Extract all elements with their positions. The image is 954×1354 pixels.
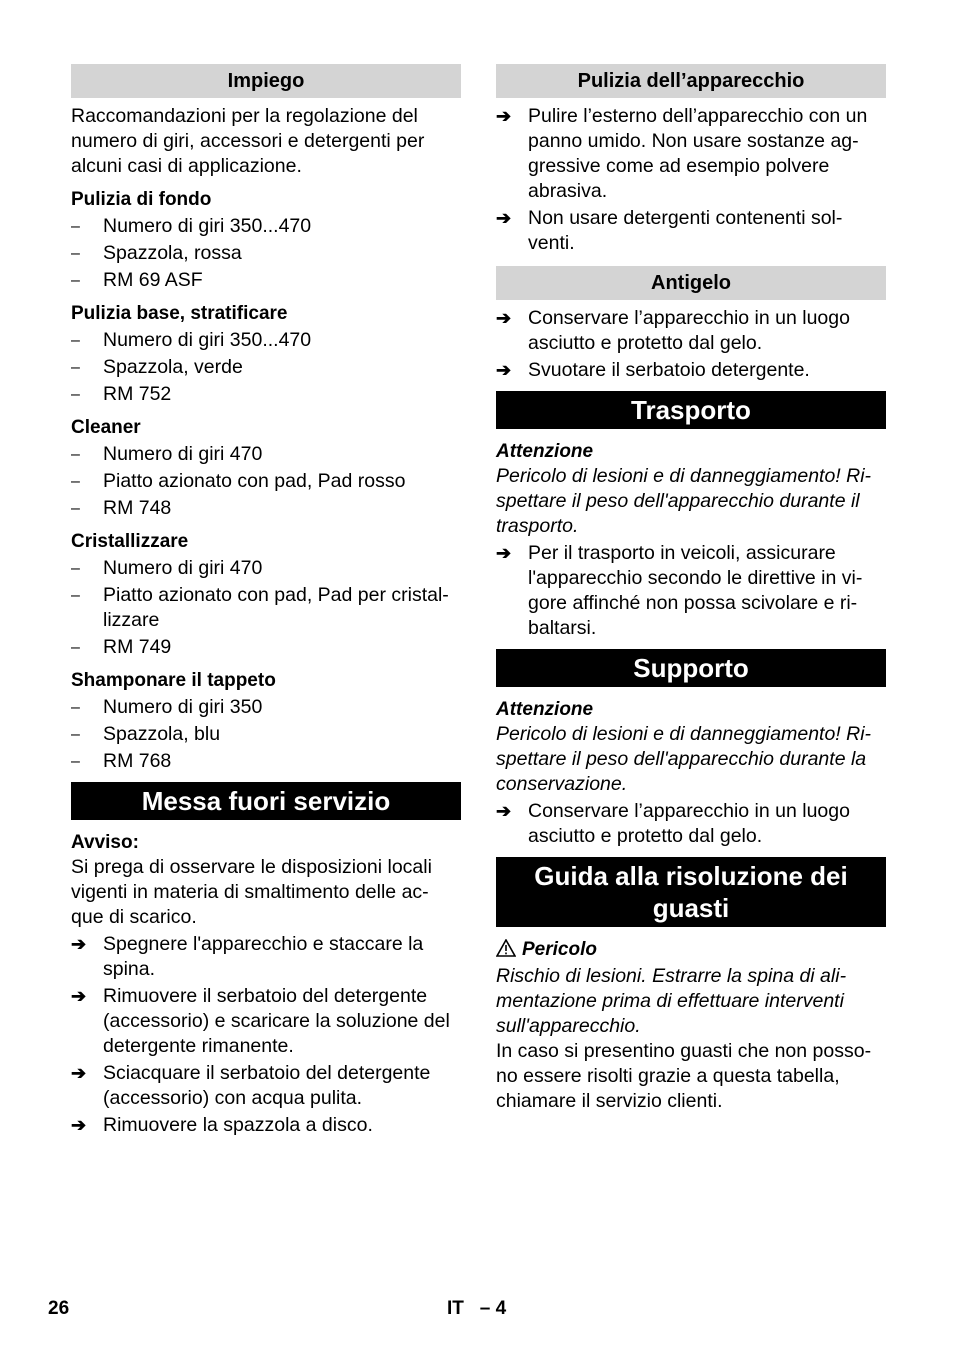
dash-bullet: – bbox=[71, 639, 80, 656]
list-item: – Numero di giri 470 bbox=[71, 557, 263, 579]
caution-text: Pericolo di lesioni e di danneggiamento! Ri-spettare il peso dell'apparecchio durante il trasporto. bbox=[496, 465, 872, 537]
arrow-bullet-icon: ➔ bbox=[496, 308, 512, 328]
dash-bullet: – bbox=[71, 587, 80, 604]
section-heading-supporto: Supporto bbox=[496, 649, 886, 687]
section-heading-pulizia: Pulizia dell’apparecchio bbox=[496, 64, 886, 98]
group-cleaner bbox=[71, 415, 461, 521]
notice-label: Avviso: bbox=[71, 832, 139, 853]
group-title: Pulizia base, stratificare bbox=[71, 303, 288, 324]
dash-bullet: – bbox=[71, 500, 80, 517]
step-item: ➔ Non usare detergenti contenenti sol-venti. bbox=[496, 207, 843, 254]
group-pulizia-fondo bbox=[71, 187, 461, 293]
dash-bullet: – bbox=[71, 386, 80, 403]
list-item: – Piatto azionato con pad, Pad per cristal-lizzare bbox=[71, 584, 449, 631]
arrow-bullet-icon: ➔ bbox=[71, 1115, 87, 1135]
danger-text: Rischio di lesioni. Estrarre la spina di ali-mentazione prima di effettuare interventi sull'apparecchio. bbox=[496, 965, 847, 1037]
list-item: – RM 752 bbox=[71, 383, 172, 405]
group-title: Pulizia di fondo bbox=[71, 189, 212, 210]
dash-bullet: – bbox=[71, 272, 80, 289]
list-item: – RM 748 bbox=[71, 497, 172, 519]
list-item: – Numero di giri 350 bbox=[71, 696, 263, 718]
group-title: Cristallizzare bbox=[71, 531, 189, 552]
arrow-bullet-icon: ➔ bbox=[71, 1063, 87, 1083]
arrow-bullet-icon: ➔ bbox=[71, 986, 87, 1006]
dash-bullet: – bbox=[71, 218, 80, 235]
list-item: – RM 69 ASF bbox=[71, 269, 203, 291]
group-pulizia-base bbox=[71, 301, 461, 407]
dash-bullet: – bbox=[71, 446, 80, 463]
section-heading-trasporto: Trasporto bbox=[496, 391, 886, 429]
list-item: – Numero di giri 470 bbox=[71, 443, 263, 465]
group-cristallizzare bbox=[71, 529, 461, 660]
step-item: ➔ Conservare l’apparecchio in un luogo asciutto e protetto dal gelo. bbox=[496, 800, 850, 847]
list-item: – Numero di giri 350...470 bbox=[71, 329, 312, 351]
arrow-bullet-icon: ➔ bbox=[496, 360, 512, 380]
caution-text: Pericolo di lesioni e di danneggiamento! Ri-spettare il peso dell'apparecchio durante la conservazione. bbox=[496, 723, 872, 795]
footer-section: IT – 4 bbox=[447, 1298, 507, 1319]
dash-bullet: – bbox=[71, 473, 80, 490]
section-heading-impiego: Impiego bbox=[71, 64, 461, 98]
impiego-intro: Raccomandazioni per la regolazione del numero di giri, accessori e detergenti per alcuni casi di applicazione. bbox=[71, 105, 425, 177]
step-item: ➔ Svuotare il serbatoio detergente. bbox=[496, 359, 810, 381]
caution-label: Attenzione bbox=[496, 441, 594, 462]
dash-bullet: – bbox=[71, 332, 80, 349]
guida-body: In caso si presentino guasti che non posso-no essere risolti grazie a questa tabella, chiamare il servizio clienti. bbox=[496, 1040, 872, 1112]
list-item: – RM 768 bbox=[71, 750, 172, 772]
dash-bullet: – bbox=[71, 245, 80, 262]
page-number: 26 bbox=[48, 1298, 70, 1319]
list-item: – Spazzola, blu bbox=[71, 723, 221, 745]
arrow-bullet-icon: ➔ bbox=[71, 934, 87, 954]
section-heading-guida: Guida alla risoluzione dei guasti bbox=[496, 857, 886, 927]
warning-triangle-icon bbox=[496, 939, 516, 964]
danger-heading bbox=[496, 937, 886, 964]
dash-bullet: – bbox=[71, 359, 80, 376]
step-item: ➔ Rimuovere la spazzola a disco. bbox=[71, 1114, 373, 1136]
left-column bbox=[71, 64, 461, 1140]
step-item: ➔ Sciacquare il serbatoio del detergente (accessorio) con acqua pulita. bbox=[71, 1062, 431, 1109]
arrow-bullet-icon: ➔ bbox=[496, 543, 512, 563]
arrow-bullet-icon: ➔ bbox=[496, 208, 512, 228]
list-item: – Piatto azionato con pad, Pad rosso bbox=[71, 470, 406, 492]
step-item: ➔ Pulire l’esterno dell’apparecchio con un panno umido. Non usare sostanze ag-gressive come ad esempio polvere abrasiva. bbox=[496, 105, 868, 202]
dash-bullet: – bbox=[71, 560, 80, 577]
dash-bullet: – bbox=[71, 726, 80, 743]
caution-label: Attenzione bbox=[496, 699, 594, 720]
step-item: ➔ Conservare l’apparecchio in un luogo asciutto e protetto dal gelo. bbox=[496, 307, 850, 354]
step-item: ➔ Spegnere l'apparecchio e staccare la spina. bbox=[71, 933, 424, 980]
group-shamponare bbox=[71, 668, 461, 774]
list-item: – Spazzola, verde bbox=[71, 356, 243, 378]
step-item: ➔ Per il trasporto in veicoli, assicurare l'apparecchio secondo le direttive in vi-gore affinché non possa scivolare e ri-baltarsi. bbox=[496, 542, 863, 639]
notice-text: Si prega di osservare le disposizioni locali vigenti in materia di smaltimento delle ac-que di scarico. bbox=[71, 856, 432, 928]
list-item: – Spazzola, rossa bbox=[71, 242, 242, 264]
list-item: – RM 749 bbox=[71, 636, 172, 658]
arrow-bullet-icon: ➔ bbox=[496, 801, 512, 821]
section-heading-antigelo: Antigelo bbox=[496, 266, 886, 300]
group-title: Cleaner bbox=[71, 417, 141, 438]
right-column bbox=[496, 64, 886, 1114]
section-heading-messa-fuori-servizio: Messa fuori servizio bbox=[71, 782, 461, 820]
list-item: – Numero di giri 350...470 bbox=[71, 215, 312, 237]
group-title: Shamponare il tappeto bbox=[71, 670, 276, 691]
arrow-bullet-icon: ➔ bbox=[496, 106, 512, 126]
dash-bullet: – bbox=[71, 753, 80, 770]
danger-label: Pericolo bbox=[522, 939, 597, 960]
step-item: ➔ Rimuovere il serbatoio del detergente (accessorio) e scaricare la soluzione del detergente rimanente. bbox=[71, 985, 450, 1057]
dash-bullet: – bbox=[71, 699, 80, 716]
